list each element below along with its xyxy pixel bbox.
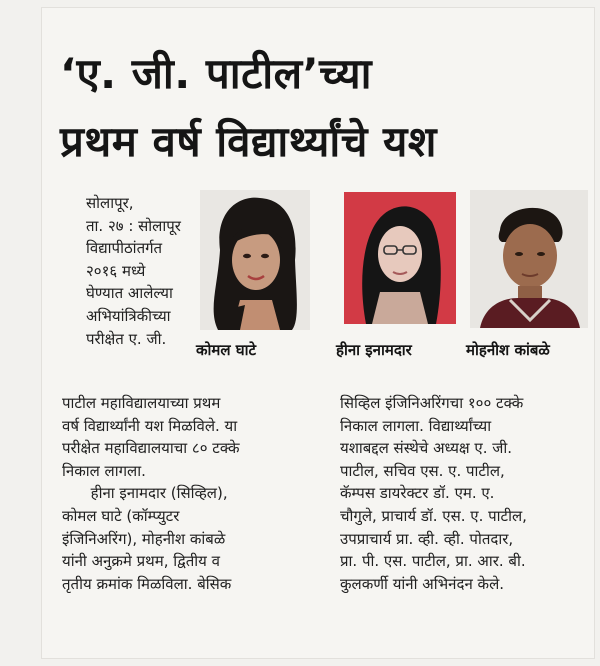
photo-komal-ghate [200, 190, 310, 330]
intro-paragraph: सोलापूर, ता. २७ : सोलापूर विद्यापीठांतर्गत २०१६ मध्ये घेण्यात आलेल्या अभियांत्रिकीच्या परीक्षेत ए. जी. [86, 194, 181, 348]
portrait-woman-icon [200, 190, 310, 330]
photo-caption-3: मोहनीश कांबळे [466, 341, 550, 359]
headline-line-1: ‘ए. जी. पाटील’च्या [60, 49, 372, 98]
article-left-column: पाटील महाविद्यालयाच्या प्रथम वर्ष विद्यार्थ्यांनी यश मिळविले. या परीक्षेत महाविद्यालयाचा ८० टक्के निकाल लागला. हीना इनामदार (सिव्हिल), कोमल घाटे (कॉम्प्युटर इंजिनिअरिंग), मोहनीश कांबळे यांनी अनुक्रमे प्रथम, द्वितीय व तृतीय क्रमांक मिळविला. बेसिक [62, 394, 240, 593]
headline-line-2: प्रथम वर्ष विद्यार्थ्यांचे यश [60, 117, 437, 166]
portrait-man-icon [470, 190, 588, 328]
photo-caption-1: कोमल घाटे [196, 341, 257, 359]
photo-caption-2: हीना इनामदार [336, 341, 412, 359]
portrait-woman-icon [344, 192, 456, 324]
article-right-column: सिव्हिल इंजिनिअरिंगचा १०० टक्के निकाल लागला. विद्यार्थ्यांच्या यशाबद्दल संस्थेचे अध्यक्ष ए. जी. पाटील, सचिव एस. ए. पाटील, कॅम्पस डायरेक्टर डॉ. एम. ए. चौगुले, प्राचार्य डॉ. एस. ए. पाटील, उपप्राचार्य प्रा. व्ही. व्ही. पोतदार, प्रा. पी. एस. पाटील, प्रा. आर. बी. कुलकर्णी यांनी अभिनंदन केले. [340, 394, 527, 593]
photo-mohneesh-kamble [470, 190, 588, 328]
photo-heena-inamdar [344, 192, 456, 324]
